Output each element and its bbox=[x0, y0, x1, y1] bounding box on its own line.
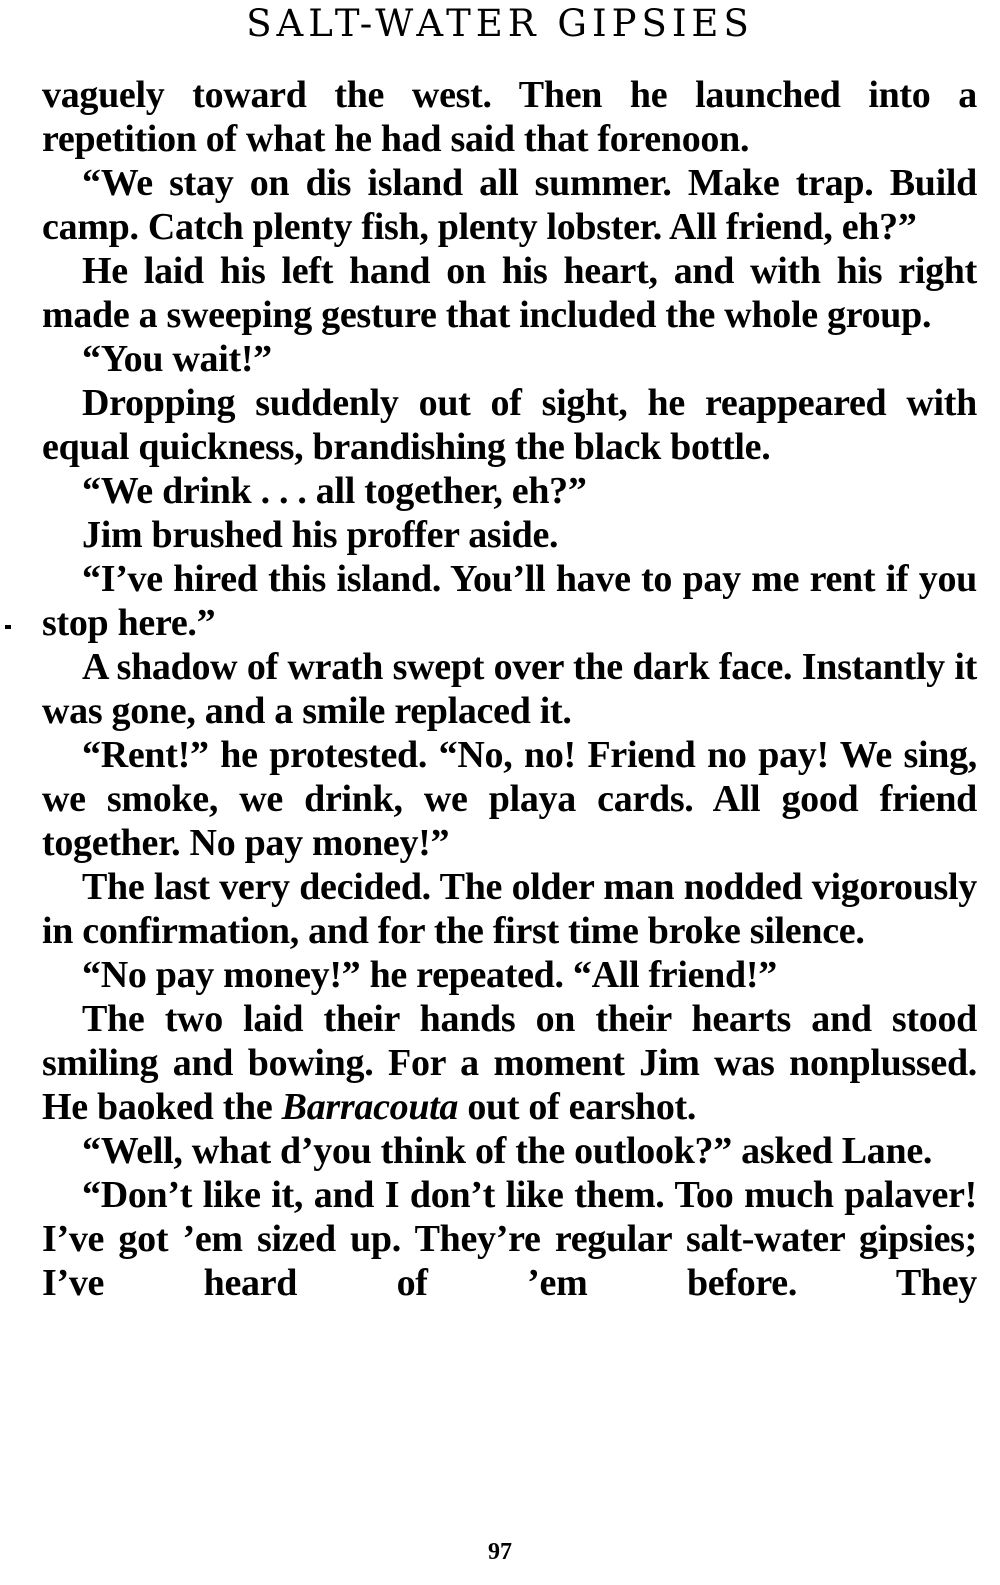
page-number: 97 bbox=[488, 1539, 512, 1565]
paragraph: The last very decided. The older man nodded vigorously in confirmation, and for the first time broke silence. bbox=[42, 866, 977, 952]
paragraph: “I’ve hired this island. You’ll have to pay me rent if you stop here.” bbox=[42, 558, 977, 644]
paragraph: He laid his left hand on his heart, and with his right made a sweeping gesture that included the whole group. bbox=[42, 250, 977, 336]
margin-mark bbox=[5, 625, 11, 629]
boat-name: Barracouta bbox=[281, 1086, 459, 1128]
paragraph: “We drink . . . all together, eh?” bbox=[82, 470, 587, 512]
paragraph-text: The two laid their hands on their hearts and stood smiling and bowing. For a moment Jim was nonplussed. He baoked the bbox=[42, 998, 977, 1128]
paragraph: vaguely toward the west. Then he launched into a repetition of what he had said that forenoon. bbox=[42, 74, 977, 160]
paragraph: Dropping suddenly out of sight, he reappeared with equal quickness, brandishing the black bottle. bbox=[42, 382, 977, 468]
paragraph: “We stay on dis island all summer. Make trap. Build camp. Catch plenty fish, plenty lobster. All friend, eh?” bbox=[42, 162, 977, 248]
paragraph: “Well, what d’you think of the outlook?” asked Lane. bbox=[82, 1130, 933, 1172]
paragraph: “Rent!” he protested. “No, no! Friend no pay! We sing, we smoke, we drink, we playa cards. All good friend together. No pay money!” bbox=[42, 734, 977, 864]
paragraph: A shadow of wrath swept over the dark face. Instantly it was gone, and a smile replaced it. bbox=[42, 646, 977, 732]
paragraph-with-italic bbox=[42, 997, 977, 1129]
running-head: SALT-WATER GIPSIES bbox=[246, 2, 754, 45]
paragraph: Jim brushed his proffer aside. bbox=[82, 514, 559, 556]
paragraph-text: out of earshot. bbox=[458, 1086, 697, 1128]
body-text bbox=[42, 73, 977, 1305]
paragraph: “No pay money!” he repeated. “All friend!” bbox=[82, 954, 777, 996]
paragraph: “You wait!” bbox=[82, 338, 272, 380]
paragraph: “Don’t like it, and I don’t like them. Too much palaver! I’ve got ’em sized up. They’re regular salt-water gipsies; I’ve heard of ’em before. They bbox=[42, 1174, 977, 1304]
